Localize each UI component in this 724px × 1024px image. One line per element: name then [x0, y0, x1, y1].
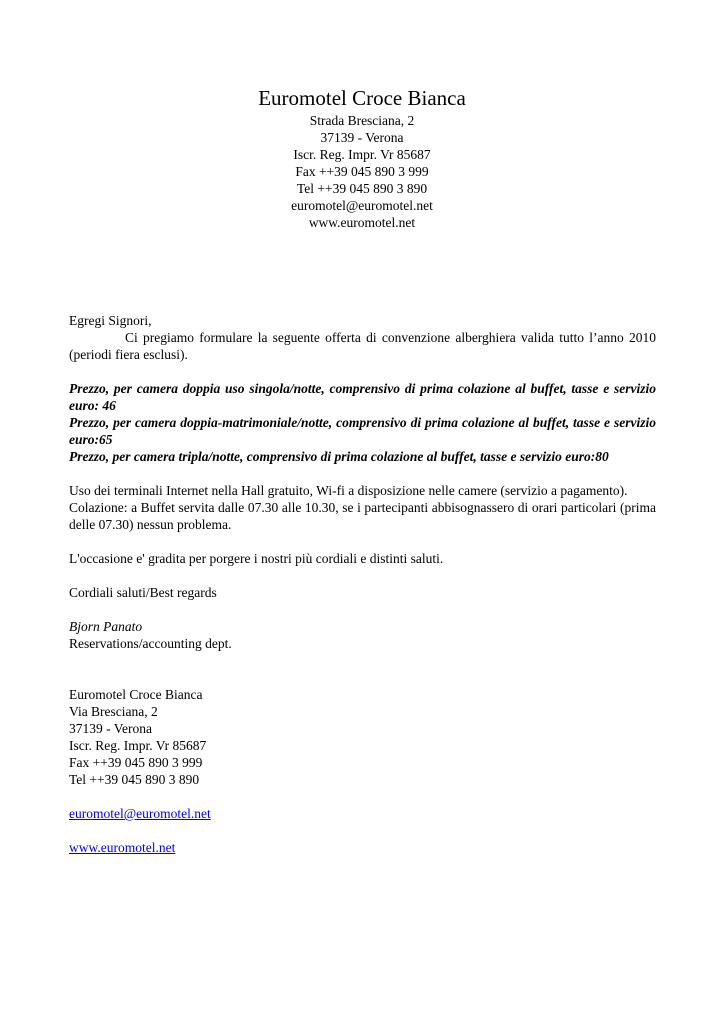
letter-body — [69, 312, 656, 856]
email-line: euromotel@euromotel.net — [291, 198, 433, 213]
spacer — [69, 669, 656, 686]
website-link[interactable]: www.euromotel.net — [69, 840, 176, 855]
hotel-name: Euromotel Croce Bianca — [258, 86, 466, 110]
address-line: Strada Bresciana, 2 — [309, 113, 415, 128]
salutation: Egregi Signori, — [69, 313, 152, 328]
postal-city-line: 37139 - Verona — [320, 130, 404, 145]
spacer — [69, 465, 656, 482]
phone-line: Tel ++39 045 890 3 890 — [296, 181, 428, 196]
closing-line: L'occasione e' gradita per porgere i nostri più cordiali e distinti saluti. — [69, 551, 444, 566]
spacer — [69, 788, 656, 805]
regards-line: Cordiali saluti/Best regards — [69, 585, 217, 600]
spacer — [69, 601, 656, 618]
spacer — [69, 822, 656, 839]
letterhead — [0, 84, 724, 231]
spacer — [69, 567, 656, 584]
signature-department: Reservations/accounting dept. — [69, 636, 232, 651]
spacer — [69, 652, 656, 669]
footer-contact-block — [69, 686, 656, 788]
footer-phone: Tel ++39 045 890 3 890 — [69, 772, 200, 787]
price-triple: Prezzo, per camera tripla/notte, comprensivo di prima colazione al buffet, tasse e servizio euro:80 — [69, 449, 609, 464]
signature-name: Bjorn Panato — [69, 619, 143, 634]
email-link[interactable]: euromotel@euromotel.net — [69, 806, 211, 821]
internet-paragraph: Uso dei terminali Internet nella Hall gratuito, Wi-fi a disposizione nelle camere (servizio a pagamento). — [69, 483, 628, 498]
footer-registration: Iscr. Reg. Impr. Vr 85687 — [69, 738, 207, 753]
footer-address: Via Bresciana, 2 — [69, 704, 158, 719]
intro-paragraph: Ci pregiamo formulare la seguente offerta di convenzione alberghiera valida tutto l’anno 2010 (periodi fiera esclusi). — [69, 330, 656, 362]
footer-fax: Fax ++39 045 890 3 999 — [69, 755, 203, 770]
fax-line: Fax ++39 045 890 3 999 — [295, 164, 429, 179]
footer-postal-city: 37139 - Verona — [69, 721, 152, 736]
footer-hotel-name: Euromotel Croce Bianca — [69, 687, 203, 702]
breakfast-paragraph: Colazione: a Buffet servita dalle 07.30 alle 10.30, se i partecipanti abbisognassero di orari particolari (prima delle 07.30) nessun problema. — [69, 500, 656, 532]
spacer — [69, 533, 656, 550]
price-single: Prezzo, per camera doppia uso singola/notte, comprensivo di prima colazione al buffet, tasse e servizio euro: 46 — [69, 381, 656, 413]
spacer — [69, 363, 656, 380]
price-double: Prezzo, per camera doppia-matrimoniale/notte, comprensivo di prima colazione al buffet, tasse e servizio euro:65 — [69, 415, 656, 447]
website-line: www.euromotel.net — [308, 215, 416, 230]
registration-line: Iscr. Reg. Impr. Vr 85687 — [293, 147, 431, 162]
